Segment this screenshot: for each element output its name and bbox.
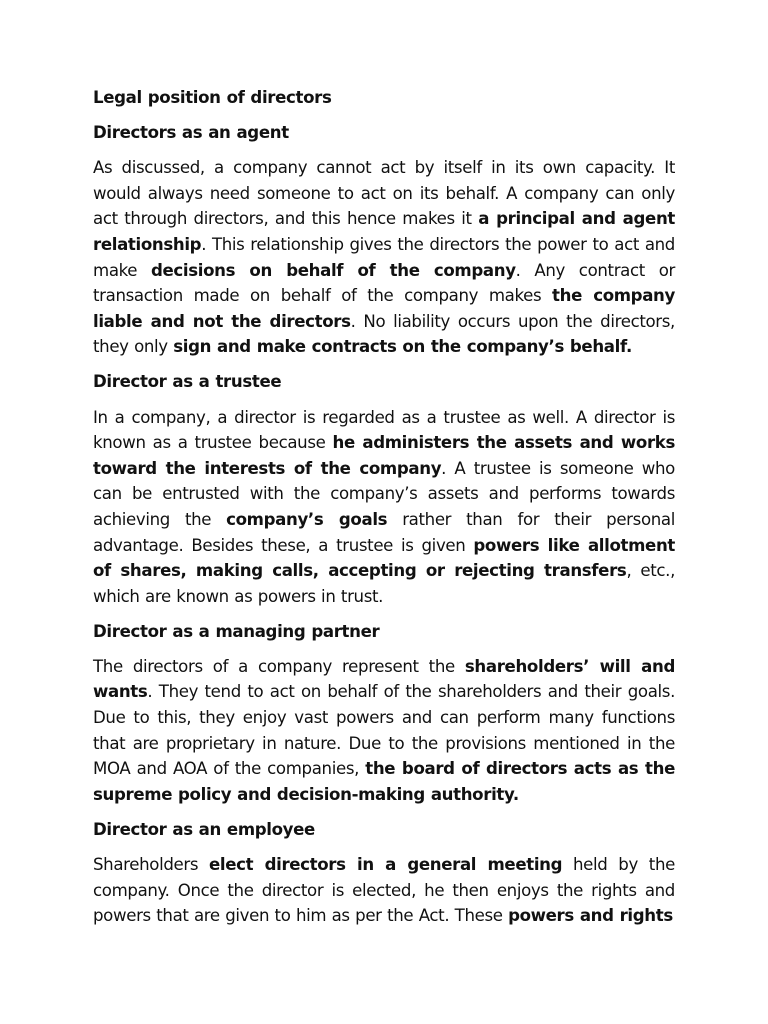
bold-text-run: sign and make contracts on the company’s behalf. [173,337,632,357]
text-run: . A trustee is someone who can be entrusted with the company’s assets and performs towards achieving the [93,458,675,529]
section-paragraph-trustee [93,405,675,610]
section-heading-employee: Director as an employee [93,819,315,839]
section-paragraph-agent [93,155,675,360]
text-run: held by the company. Once the director is elected, he then enjoys the rights and powers that are given to him as per the Act. These [93,855,675,926]
text-run: . Any contract or transaction made on behalf of the company makes [93,260,675,306]
bold-text-run: elect directors in a general meeting [209,855,563,875]
bold-text-run: the company liable and not the directors [93,286,675,331]
document-page [93,85,675,938]
section-heading-trustee: Director as a trustee [93,372,282,392]
text-run: Shareholders [93,855,210,875]
text-run: The directors of a company represent the [93,656,465,676]
document-title: Legal position of directors [93,88,332,107]
bold-text-run: a principal and agent relationship [93,209,675,254]
section-paragraph-managing-partner [93,654,675,808]
bold-text-run: powers and rights [508,906,673,926]
text-run: . No liability occurs upon the directors, they only [93,311,675,357]
text-run: rather than for their personal advantage. Besides these, a trustee is given [93,509,675,555]
text-run: . They tend to act on behalf of the shareholders and their goals. Due to this, they enjoy vast powers and can perform many functions that are proprietary in nature. Due to the provisions mentioned in the MOA and AOA of the companies, [93,682,675,779]
bold-text-run: powers like allotment of shares, making calls, accepting or rejecting transfers [93,535,676,581]
section-heading-managing-partner: Director as a managing partner [93,621,380,641]
section-paragraph-employee [93,852,675,929]
bold-text-run: he administers the assets and works toward the interests of the company [93,433,675,478]
bold-text-run: shareholders’ will and wants [93,656,675,702]
text-run: . This relationship gives the directors the power to act and make [93,234,675,280]
section-heading-agent: Directors as an agent [93,123,289,143]
bold-text-run: company’s goals [226,509,388,529]
bold-text-run: decisions on behalf of the company [150,260,516,280]
text-run: In a company, a director is regarded as a trustee as well. A director is known as a trustee because [93,407,675,453]
text-run: , etc., which are known as powers in trust. [93,561,675,606]
text-run: As discussed, a company cannot act by itself in its own capacity. It would always need someone to act on its behalf. A company can only act through directors, and this hence makes it [93,158,675,229]
bold-text-run: the board of directors acts as the supreme policy and decision-making authority. [93,759,675,804]
